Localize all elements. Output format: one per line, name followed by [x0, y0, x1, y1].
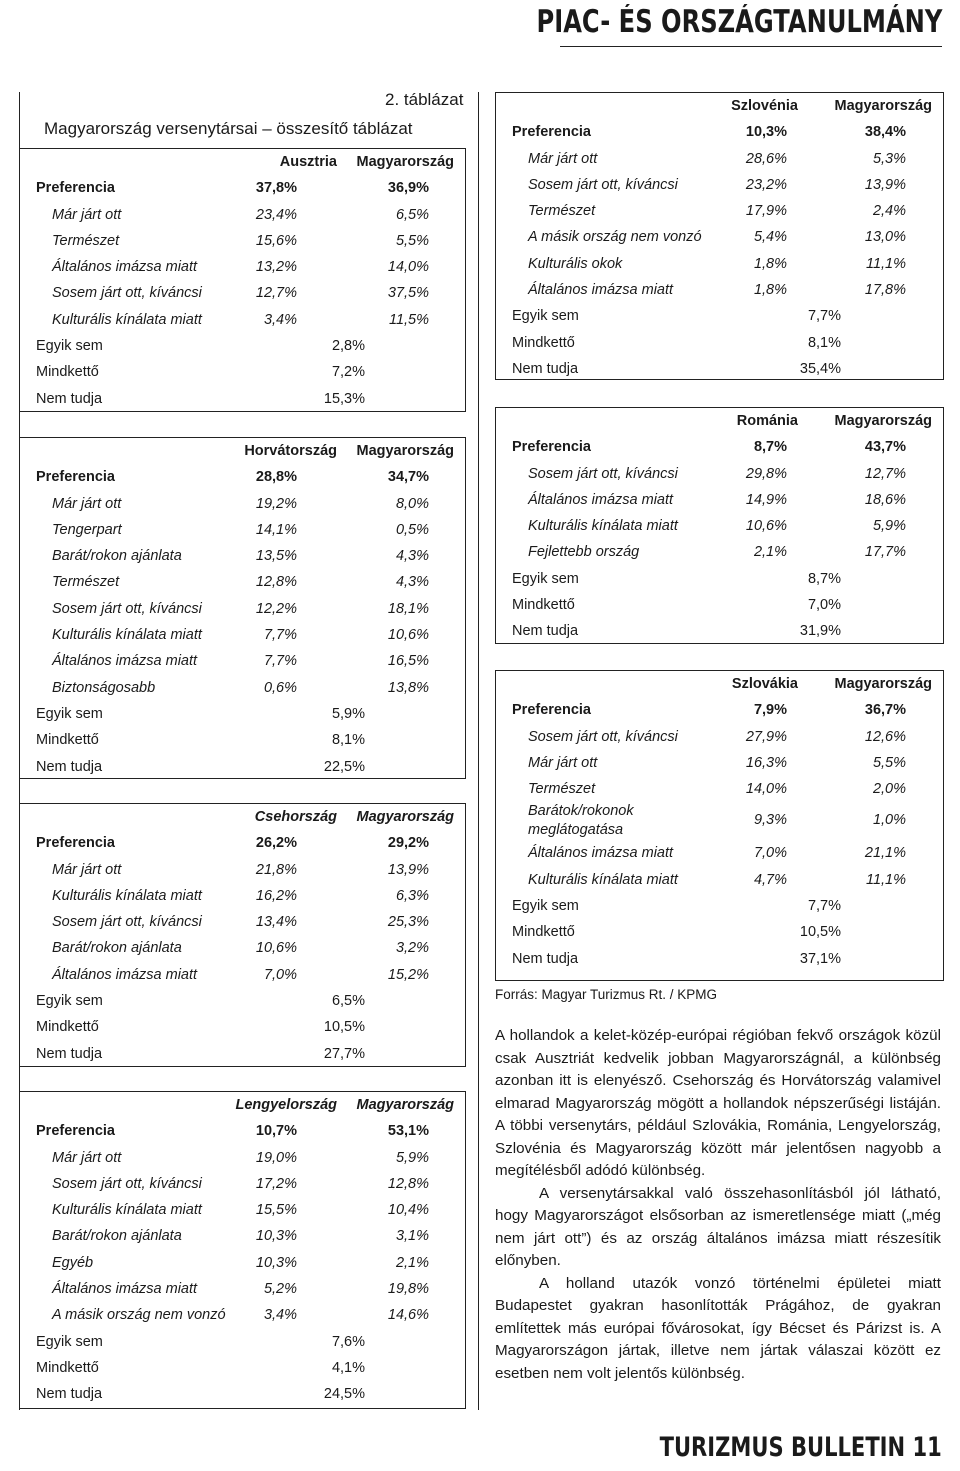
value-hungary: 5,5% — [395, 232, 429, 249]
row-label: Nem tudja — [36, 758, 103, 775]
value-hungary: 16,5% — [387, 653, 429, 670]
value-hungary: 10,4% — [387, 1202, 429, 1219]
table-row — [20, 1171, 465, 1197]
table-header-row — [496, 408, 943, 434]
value-country: 7,0% — [263, 966, 297, 983]
value-country: 10,6% — [255, 940, 297, 957]
row-label: Kulturális kínálata miatt — [52, 1202, 202, 1219]
row-label: Egyik sem — [36, 1333, 103, 1350]
row-label: Már járt ott — [52, 861, 122, 878]
row-label: Sosem járt ott, kíváncsi — [528, 728, 678, 745]
value-hungary: 5,5% — [872, 754, 906, 771]
value-hungary: 1,0% — [872, 812, 906, 829]
row-label: Sosem járt ott, kíváncsi — [52, 914, 202, 931]
row-label: Barát/rokon ajánlata — [52, 940, 182, 957]
value-country: 3,4% — [263, 311, 297, 328]
table-row — [496, 277, 943, 303]
column-header-hungary: Magyarország — [834, 676, 932, 692]
row-label: Preferencia — [36, 1123, 115, 1140]
table-row — [20, 1250, 465, 1276]
value-country: 10,3% — [745, 124, 787, 141]
row-label: Természet — [528, 203, 596, 220]
value-hungary: 17,7% — [864, 544, 906, 561]
value-country: 16,2% — [255, 887, 297, 904]
article-paragraph-3: A holland utazók vonzó történelmi épületei miatt Budapestet gyakran hasonlították Prágához, de gyakran említettek más európai fővárosokat, így Bécset és Párizst is. A Magyarországon jártak, illetve nem jártak válaszai között ez esetben nem volt jelentős különbség. — [495, 1274, 941, 1382]
row-label: Nem tudja — [36, 390, 103, 407]
value-hungary: 12,6% — [864, 728, 906, 745]
row-label: Általános imázsa miatt — [52, 1281, 198, 1298]
row-label: Egyik sem — [36, 993, 103, 1010]
table-row — [496, 513, 943, 539]
value-country: 9,3% — [753, 812, 787, 829]
value-country: 23,2% — [745, 176, 787, 193]
summary-row — [20, 333, 465, 359]
row-label: Nem tudja — [36, 1045, 103, 1062]
table-row — [20, 307, 465, 333]
value-country: 1,8% — [753, 255, 787, 272]
value-country: 13,5% — [255, 548, 297, 565]
row-label: Tengerpart — [52, 521, 122, 538]
row-label: Biztonságosabb — [52, 679, 156, 696]
value-country: 5,4% — [753, 229, 787, 246]
table-row — [20, 228, 465, 254]
table-row — [20, 909, 465, 935]
value-country: 17,9% — [745, 203, 787, 220]
row-label: Természet — [52, 232, 120, 249]
value-combined: 7,2% — [331, 364, 365, 381]
value-hungary: 43,7% — [864, 439, 906, 456]
footer-brand — [660, 1432, 942, 1463]
column-header-hungary: Magyarország — [356, 443, 454, 459]
value-hungary: 12,8% — [387, 1175, 429, 1192]
value-combined: 2,8% — [331, 338, 365, 355]
footer-brand-name: TURIZMUS BULLETIN — [659, 1432, 906, 1463]
summary-row — [20, 1381, 465, 1407]
row-label: Fejlettebb ország — [528, 544, 640, 561]
value-hungary: 4,3% — [395, 574, 429, 591]
preference-row — [20, 175, 465, 201]
table-row — [20, 1302, 465, 1328]
table-row — [496, 539, 943, 565]
value-combined: 24,5% — [323, 1386, 365, 1403]
column-header-country: Csehország — [254, 809, 337, 825]
value-country: 26,2% — [255, 835, 297, 852]
value-country: 14,9% — [745, 491, 787, 508]
value-hungary: 12,7% — [864, 465, 906, 482]
value-combined: 6,5% — [331, 993, 365, 1010]
row-label: Már járt ott — [52, 206, 122, 223]
table-row — [20, 569, 465, 595]
value-country: 10,3% — [255, 1254, 297, 1271]
row-label: Preferencia — [36, 835, 115, 852]
column-header-hungary: Magyarország — [356, 809, 454, 825]
row-label: Barát/rokon ajánlata — [52, 1228, 182, 1245]
value-country: 4,7% — [753, 871, 787, 888]
value-hungary: 6,3% — [395, 887, 429, 904]
table-row — [496, 776, 943, 802]
table-slovakia — [495, 670, 944, 981]
summary-row — [496, 893, 943, 919]
table-row — [496, 750, 943, 776]
row-label: Kulturális kínálata miatt — [52, 887, 202, 904]
row-label: Preferencia — [512, 702, 591, 719]
value-combined: 22,5% — [323, 758, 365, 775]
value-hungary: 2,1% — [395, 1254, 429, 1271]
summary-row — [20, 701, 465, 727]
summary-row — [20, 754, 465, 780]
value-country: 16,3% — [745, 754, 787, 771]
row-label: Természet — [528, 781, 596, 798]
value-country: 7,9% — [753, 702, 787, 719]
table-slovenia — [495, 92, 944, 380]
row-label: Már járt ott — [52, 495, 122, 512]
row-label: Kulturális kínálata miatt — [52, 311, 202, 328]
row-label: Általános imázsa miatt — [52, 259, 198, 276]
value-hungary: 3,1% — [395, 1228, 429, 1245]
value-hungary: 37,5% — [387, 285, 429, 302]
value-hungary: 34,7% — [387, 469, 429, 486]
value-country: 15,5% — [255, 1202, 297, 1219]
summary-row — [20, 1355, 465, 1381]
article-paragraph-1: A hollandok a kelet-közép-európai régióban fekvő országok közül csak Ausztriát kedvelik jobban Magyarországnál, a különbség azonban itt is elenyésző. Csehország és Horvátország valamivel elmarad Magyarország mögött a hollandok népszerűségi listáján. A többi versenytárs, például Szlovákia, Románia, Lengyelország, Szlovénia és Magyarország között már jelentősen nagyobb a megítélésből adódó különbség. — [495, 1027, 941, 1179]
table-row — [20, 1223, 465, 1249]
value-country: 3,4% — [263, 1307, 297, 1324]
value-hungary: 2,0% — [872, 781, 906, 798]
row-label: Általános imázsa miatt — [528, 845, 674, 862]
table-row — [20, 962, 465, 988]
value-combined: 4,1% — [331, 1359, 365, 1376]
value-country: 10,7% — [255, 1123, 297, 1140]
value-hungary: 0,5% — [395, 521, 429, 538]
summary-row — [20, 727, 465, 753]
value-country: 13,2% — [255, 259, 297, 276]
table-row — [20, 675, 465, 701]
row-label: Kulturális kínálata miatt — [52, 627, 202, 644]
value-country: 19,2% — [255, 495, 297, 512]
row-label: Nem tudja — [512, 623, 579, 640]
value-country: 19,0% — [255, 1149, 297, 1166]
value-hungary: 29,2% — [387, 835, 429, 852]
row-label: Mindkettő — [36, 732, 99, 749]
value-country: 27,9% — [745, 728, 787, 745]
summary-row — [496, 566, 943, 592]
summary-row — [496, 330, 943, 356]
value-country: 14,0% — [745, 781, 787, 798]
value-hungary: 36,9% — [387, 180, 429, 197]
value-country: 15,6% — [255, 232, 297, 249]
table-row — [20, 517, 465, 543]
value-country: 13,4% — [255, 914, 297, 931]
row-label: Természet — [52, 574, 120, 591]
row-label: Egyik sem — [36, 705, 103, 722]
value-country: 17,2% — [255, 1175, 297, 1192]
column-header-country: Ausztria — [279, 154, 337, 170]
row-label: Már járt ott — [528, 150, 598, 167]
row-label: Mindkettő — [512, 597, 575, 614]
table-poland — [19, 1091, 466, 1409]
table-row — [496, 198, 943, 224]
preference-row — [20, 464, 465, 490]
summary-row — [20, 386, 465, 412]
table-row — [496, 172, 943, 198]
value-country: 28,6% — [745, 150, 787, 167]
table-number: 2. táblázat — [385, 90, 464, 109]
source-note: Forrás: Magyar Turizmus Rt. / KPMG — [495, 987, 718, 1002]
row-label: Sosem járt ott, kíváncsi — [52, 285, 202, 302]
table-czech — [19, 803, 466, 1067]
value-combined: 15,3% — [323, 390, 365, 407]
row-label: Mindkettő — [512, 334, 575, 351]
summary-row — [20, 988, 465, 1014]
preference-row — [496, 434, 943, 460]
summary-row — [496, 303, 943, 329]
row-label: Mindkettő — [36, 1019, 99, 1036]
value-hungary: 13,9% — [864, 176, 906, 193]
row-label: Preferencia — [36, 469, 115, 486]
row-label: Nem tudja — [512, 950, 579, 967]
column-header-hungary: Magyarország — [356, 154, 454, 170]
preference-row — [20, 1118, 465, 1144]
row-label: Egyik sem — [512, 308, 579, 325]
table-row — [20, 254, 465, 280]
value-country: 12,2% — [255, 600, 297, 617]
value-country: 7,7% — [263, 627, 297, 644]
value-hungary: 36,7% — [864, 702, 906, 719]
value-country: 7,0% — [753, 845, 787, 862]
value-country: 14,1% — [255, 521, 297, 538]
table-row — [20, 648, 465, 674]
table-row — [496, 461, 943, 487]
row-label: Kulturális kínálata miatt — [528, 518, 678, 535]
value-combined: 10,5% — [799, 924, 841, 941]
value-combined: 7,6% — [331, 1333, 365, 1350]
column-header-country: Lengyelország — [235, 1097, 337, 1113]
table-romania — [495, 407, 944, 644]
row-label: Általános imázsa miatt — [528, 491, 674, 508]
column-header-country: Románia — [736, 413, 798, 429]
summary-row — [496, 919, 943, 945]
row-label: Egyéb — [52, 1254, 94, 1271]
table-austria — [19, 148, 466, 412]
value-hungary: 53,1% — [387, 1123, 429, 1140]
value-country: 23,4% — [255, 206, 297, 223]
table-row — [496, 840, 943, 866]
value-hungary: 17,8% — [864, 282, 906, 299]
table-row — [496, 802, 943, 840]
table-row — [20, 883, 465, 909]
table-row — [496, 867, 943, 893]
row-label: Már járt ott — [528, 754, 598, 771]
summary-row — [20, 1041, 465, 1067]
row-label: Mindkettő — [36, 1359, 99, 1376]
table-header-row — [20, 438, 465, 464]
column-header-country: Szlovénia — [731, 98, 798, 114]
value-country: 5,2% — [263, 1281, 297, 1298]
row-label: Sosem járt ott, kíváncsi — [528, 465, 678, 482]
value-hungary: 11,5% — [388, 311, 429, 328]
value-hungary: 11,1% — [865, 871, 906, 888]
value-hungary: 8,0% — [395, 495, 429, 512]
row-label: Egyik sem — [512, 898, 579, 915]
value-country: 10,6% — [745, 518, 787, 535]
table-header-row — [496, 671, 943, 697]
table-row — [20, 596, 465, 622]
value-combined: 31,9% — [799, 623, 841, 640]
value-hungary: 18,1% — [387, 600, 429, 617]
column-header-hungary: Magyarország — [834, 413, 932, 429]
value-hungary: 13,8% — [387, 679, 429, 696]
table-row — [496, 487, 943, 513]
table-row — [496, 251, 943, 277]
value-combined: 7,0% — [807, 597, 841, 614]
value-combined: 35,4% — [799, 360, 841, 377]
row-label: Preferencia — [36, 180, 115, 197]
middle-column-rule — [478, 92, 479, 1410]
summary-row — [496, 618, 943, 644]
value-country: 28,8% — [255, 469, 297, 486]
value-hungary: 2,4% — [872, 203, 906, 220]
row-label: A másik ország nem vonzó — [528, 229, 702, 246]
value-country: 29,8% — [745, 465, 787, 482]
row-label: Általános imázsa miatt — [528, 282, 674, 299]
preference-row — [496, 697, 943, 723]
main-title: Magyarország versenytársai – összesítő táblázat — [44, 119, 413, 138]
row-label: Sosem járt ott, kíváncsi — [528, 176, 678, 193]
table-row — [20, 280, 465, 306]
row-label: Sosem járt ott, kíváncsi — [52, 1175, 202, 1192]
row-label: Barátok/rokonok meglátogatása — [528, 803, 634, 839]
row-label: Kulturális okok — [528, 255, 623, 272]
table-row — [20, 1197, 465, 1223]
row-label: Preferencia — [512, 124, 591, 141]
table-row — [496, 146, 943, 172]
summary-row — [496, 592, 943, 618]
value-combined: 8,1% — [331, 732, 365, 749]
value-hungary: 15,2% — [387, 966, 429, 983]
row-label: Barát/rokon ajánlata — [52, 548, 182, 565]
value-country: 10,3% — [255, 1228, 297, 1245]
article-paragraph-2: A versenytársakkal való összehasonlításból jól látható, hogy Magyarországot elsősorban az ismeretlensége miatt („még nem járt ott”) és az ország általános imázsa miatt részesítik előnyben. — [495, 1184, 941, 1269]
value-country: 2,1% — [753, 544, 787, 561]
row-label: Egyik sem — [512, 570, 579, 587]
table-row — [20, 1276, 465, 1302]
value-country: 37,8% — [255, 180, 297, 197]
preference-row — [20, 830, 465, 856]
value-hungary: 6,5% — [395, 206, 429, 223]
table-header-row — [20, 804, 465, 830]
row-label: Sosem járt ott, kíváncsi — [52, 600, 202, 617]
table-row — [20, 935, 465, 961]
value-country: 7,7% — [263, 653, 297, 670]
value-hungary: 19,8% — [387, 1281, 429, 1298]
row-label: A másik ország nem vonzó — [52, 1307, 226, 1324]
table-header-row — [20, 149, 465, 175]
row-label: Egyik sem — [36, 338, 103, 355]
value-hungary: 3,2% — [395, 940, 429, 957]
table-header-row — [496, 93, 943, 119]
value-country: 1,8% — [753, 282, 787, 299]
value-combined: 8,7% — [807, 570, 841, 587]
value-combined: 10,5% — [323, 1019, 365, 1036]
summary-row — [20, 1014, 465, 1040]
row-label: Kulturális kínálata miatt — [528, 871, 678, 888]
page-header-title: PIAC- ÉS ORSZÁGTANULMÁNY — [536, 4, 942, 40]
value-country: 0,6% — [263, 679, 297, 696]
value-combined: 8,1% — [807, 334, 841, 351]
summary-row — [20, 359, 465, 385]
value-combined: 7,7% — [807, 898, 841, 915]
row-label: Preferencia — [512, 439, 591, 456]
column-header-country: Szlovákia — [731, 676, 798, 692]
article-text — [495, 1025, 941, 1385]
row-label: Mindkettő — [512, 924, 575, 941]
row-label: Általános imázsa miatt — [52, 966, 198, 983]
value-combined: 37,1% — [799, 950, 841, 967]
row-label: Nem tudja — [36, 1386, 103, 1403]
header-rule — [560, 46, 942, 47]
table-row — [496, 724, 943, 750]
value-hungary: 21,1% — [864, 845, 906, 862]
column-header-hungary: Magyarország — [834, 98, 932, 114]
value-hungary: 14,0% — [387, 259, 429, 276]
row-label: Nem tudja — [512, 360, 579, 377]
value-hungary: 13,9% — [387, 861, 429, 878]
value-hungary: 14,6% — [387, 1307, 429, 1324]
value-hungary: 10,6% — [387, 627, 429, 644]
value-hungary: 5,3% — [872, 150, 906, 167]
table-row — [20, 1145, 465, 1171]
table-row — [496, 224, 943, 250]
value-hungary: 13,0% — [864, 229, 906, 246]
value-country: 8,7% — [753, 439, 787, 456]
column-header-hungary: Magyarország — [356, 1097, 454, 1113]
value-hungary: 5,9% — [872, 518, 906, 535]
summary-row — [496, 356, 943, 382]
summary-row — [20, 1329, 465, 1355]
value-hungary: 18,6% — [864, 491, 906, 508]
value-hungary: 25,3% — [387, 914, 429, 931]
table-row — [20, 857, 465, 883]
value-hungary: 38,4% — [864, 124, 906, 141]
value-combined: 7,7% — [807, 308, 841, 325]
value-hungary: 11,1% — [865, 255, 906, 272]
value-combined: 27,7% — [323, 1045, 365, 1062]
table-row — [20, 622, 465, 648]
value-country: 12,7% — [255, 285, 297, 302]
table-row — [20, 202, 465, 228]
value-country: 21,8% — [255, 861, 297, 878]
value-combined: 5,9% — [331, 705, 365, 722]
table-row — [20, 491, 465, 517]
row-label: Mindkettő — [36, 364, 99, 381]
page-number: 11 — [912, 1432, 942, 1463]
table-row — [20, 543, 465, 569]
row-label: Általános imázsa miatt — [52, 653, 198, 670]
value-hungary: 5,9% — [395, 1149, 429, 1166]
value-hungary: 4,3% — [395, 548, 429, 565]
preference-row — [496, 119, 943, 145]
table-header-row — [20, 1092, 465, 1118]
value-country: 12,8% — [255, 574, 297, 591]
row-label: Már járt ott — [52, 1149, 122, 1166]
table-croatia — [19, 437, 466, 779]
summary-row — [496, 946, 943, 972]
column-header-country: Horvátország — [244, 443, 337, 459]
